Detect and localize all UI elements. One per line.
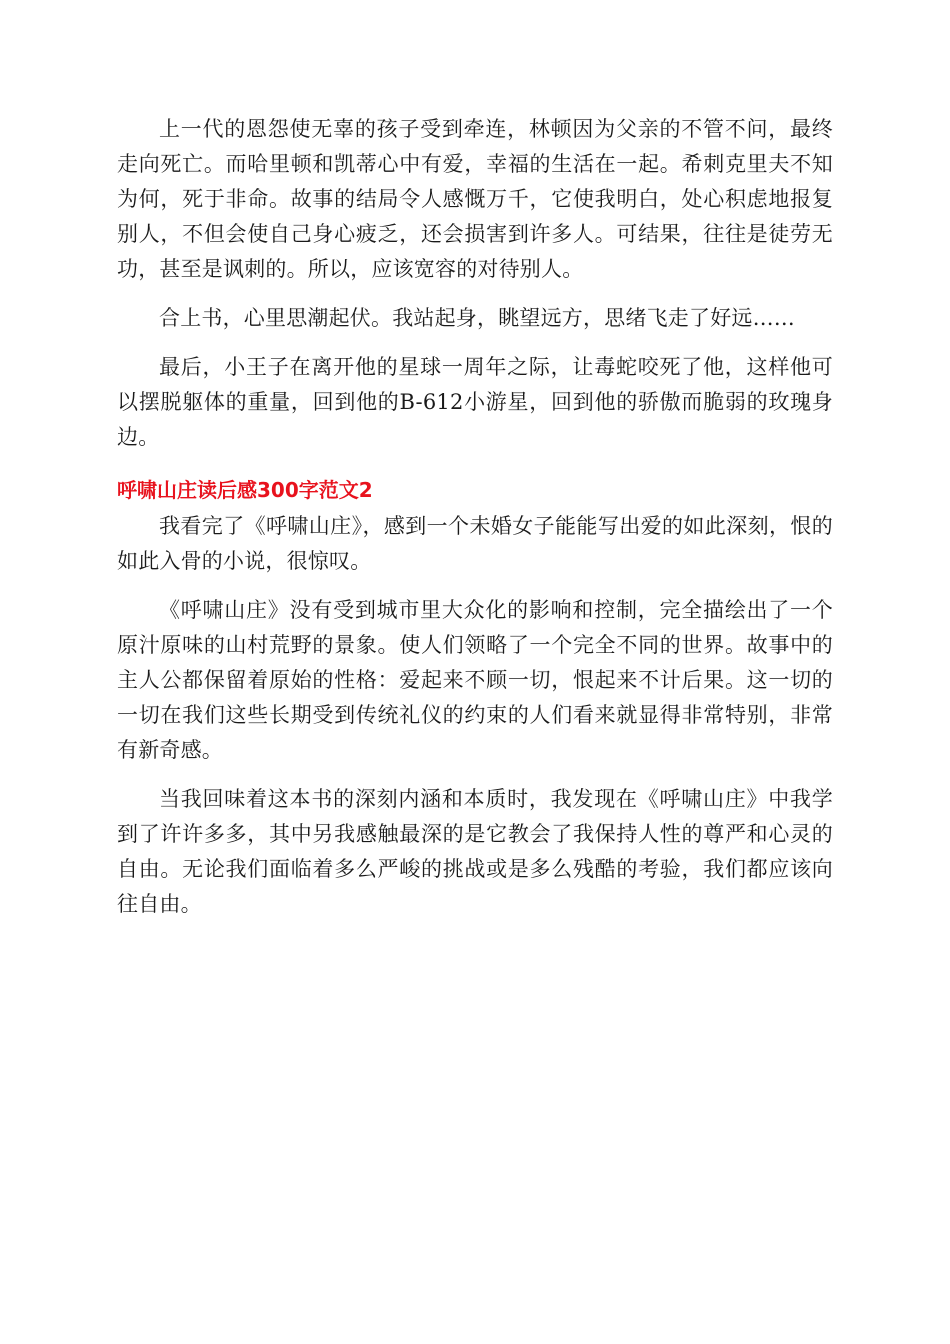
paragraph: 最后，小王子在离开他的星球一周年之际，让毒蛇咬死了他，这样他可以摆脱躯体的重量，回到他的B-612小游星，回到他的骄傲而脆弱的玫瑰身边。	[117, 355, 833, 449]
document-content	[117, 112, 833, 936]
paragraph: 合上书，心里思潮起伏。我站起身，眺望远方，思绪飞走了好远……	[159, 306, 795, 330]
paragraph: 上一代的恩怨使无辜的孩子受到牵连，林顿因为父亲的不管不问，最终走向死亡。而哈里顿和凯蒂心中有爱，幸福的生活在一起。希刺克里夫不知为何，死于非命。故事的结局令人感慨万千，它使我明白，处心积虑地报复别人，不但会使自己身心疲乏，还会损害到许多人。可结果，往往是徒劳无功，甚至是讽刺的。所以，应该宽容的对待别人。	[117, 117, 833, 281]
paragraph: 我看完了《呼啸山庄》，感到一个未婚女子能能写出爱的如此深刻，恨的如此入骨的小说，很惊叹。	[117, 514, 833, 573]
paragraph: 当我回味着这本书的深刻内涵和本质时，我发现在《呼啸山庄》中我学到了许许多多，其中另我感触最深的是它教会了我保持人性的尊严和心灵的自由。无论我们面临着多么严峻的挑战或是多么残酷的考验，我们都应该向往自由。	[117, 787, 833, 916]
section-heading: 呼啸山庄读后感300字范文2	[117, 478, 373, 502]
paragraph: 《呼啸山庄》没有受到城市里大众化的影响和控制，完全描绘出了一个原汁原味的山村荒野的景象。使人们领略了一个完全不同的世界。故事中的主人公都保留着原始的性格：爱起来不顾一切，恨起来不计后果。这一切的一切在我们这些长期受到传统礼仪的约束的人们看来就显得非常特别，非常有新奇感。	[117, 598, 833, 762]
